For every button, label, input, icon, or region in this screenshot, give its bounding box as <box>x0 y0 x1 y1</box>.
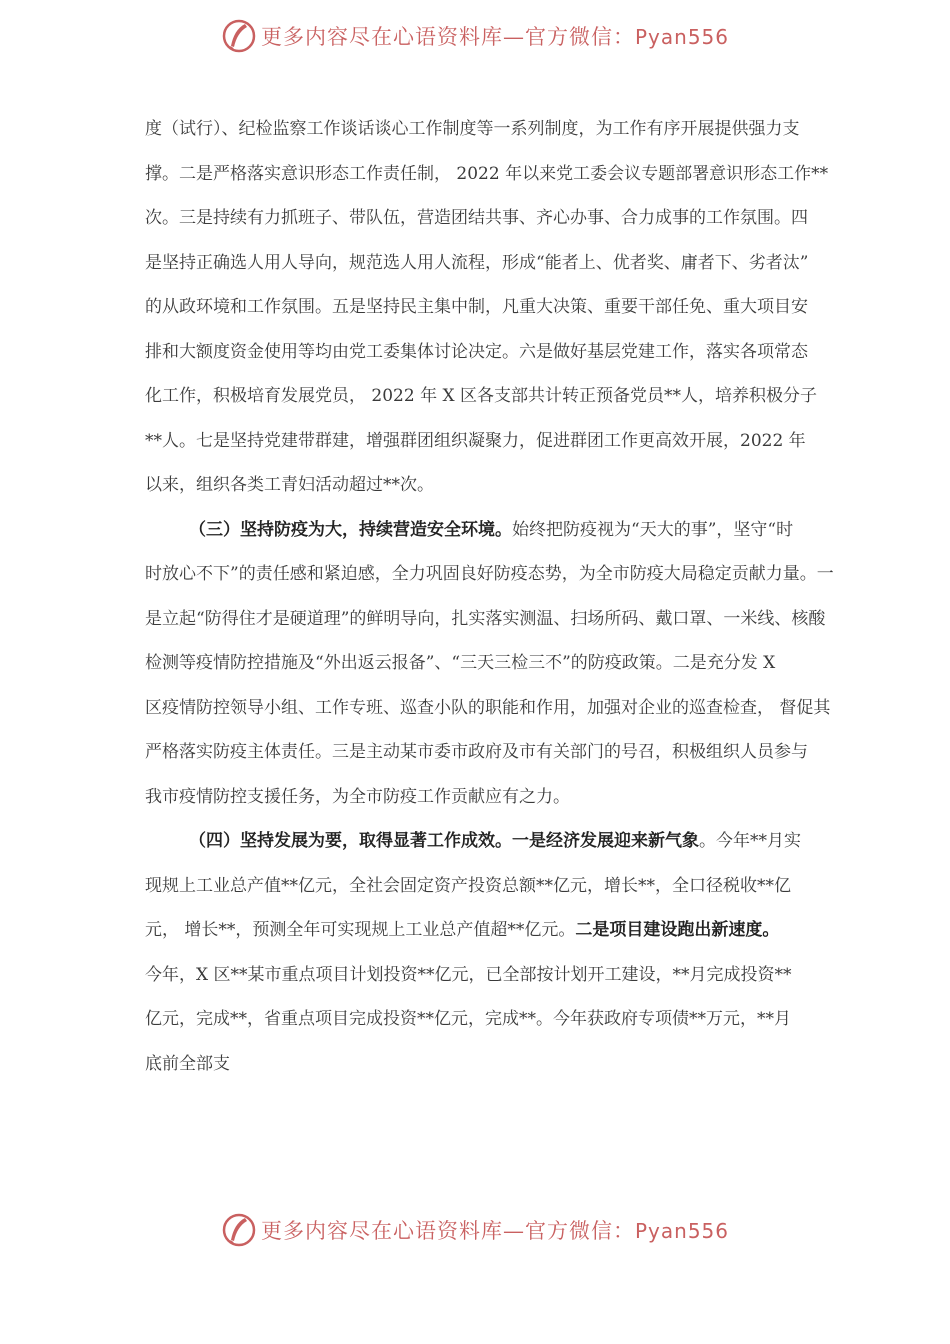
banner-text: 更多内容尽在心语资料库—官方微信：Pyan556 <box>260 25 729 49</box>
text-line <box>145 296 815 318</box>
body-text: 始终把防疫视为“天大的事”，坚守“时 <box>512 519 794 540</box>
body-text: 我市疫情防控支援任务，为全市防疫工作贡献应有之力。 <box>145 786 570 807</box>
quill-logo-icon <box>221 1212 257 1248</box>
text-line <box>145 430 815 452</box>
text-line <box>145 741 815 763</box>
body-text: 现规上工业总产值**亿元，全社会固定资产投资总额**亿元，增长**，全口径税收**亿 <box>145 875 791 896</box>
text-line <box>145 563 834 585</box>
bold-heading-text: （三）坚持防疫为大，持续营造安全环境。 <box>189 519 512 540</box>
footer-banner <box>0 1208 950 1252</box>
text-line <box>145 875 815 897</box>
text-line <box>145 163 829 185</box>
text-line <box>145 385 815 407</box>
text-line <box>145 252 815 274</box>
body-text: **人。七是坚持党建带群建，增强群团组织凝聚力，促进群团工作更高效开展，2022 年 <box>145 430 806 451</box>
body-text: 排和大额度资金使用等均由党工委集体讨论决定。六是做好基层党建工作，落实各项常态 <box>145 341 808 362</box>
text-line <box>145 519 815 541</box>
body-text: 检测等疫情防控措施及“外出返云报备”、“三天三检三不”的防疫政策。二是充分发 X <box>145 653 776 673</box>
text-line <box>145 474 815 496</box>
text-line <box>145 697 831 719</box>
paragraph <box>145 118 829 496</box>
text-line <box>145 964 815 986</box>
document-body <box>145 118 834 1097</box>
body-text: 时放心不下”的责任感和紧迫感，全力巩固良好防疫态势，为全市防疫大局稳定贡献力量。一 <box>145 564 834 584</box>
text-line <box>145 608 826 630</box>
text-line <box>145 919 815 941</box>
paragraph <box>145 519 834 808</box>
bold-heading-text: （四）坚持发展为要，取得显著工作成效。一是经济发展迎来新气象 <box>189 831 699 851</box>
text-line <box>145 207 815 229</box>
body-text: 元， 增长**，预测全年可实现规上工业总产值超**亿元。 <box>145 920 576 940</box>
text-line <box>145 830 815 852</box>
body-text: 今年，X 区**某市重点项目计划投资**亿元，已全部按计划开工建设，**月完成投资** <box>145 964 792 985</box>
text-line <box>145 118 815 140</box>
body-text: 的从政环境和工作氛围。五是坚持民主集中制，凡重大决策、重要干部任免、重大项目安 <box>145 297 808 317</box>
body-text: 次。三是持续有力抓班子、带队伍，营造团结共事、齐心办事、合力成事的工作氛围。四 <box>145 208 808 228</box>
body-text: 亿元，完成**，省重点项目完成投资**亿元，完成**。今年获政府专项债**万元，**月 <box>145 1009 791 1029</box>
text-line <box>145 341 815 363</box>
body-text: 是坚持正确选人用人导向，规范选人用人流程，形成“能者上、优者奖、庸者下、劣者汰” <box>145 252 809 273</box>
body-text: 撑。二是严格落实意识形态工作责任制， 2022 年以来党工委会议专题部署意识形态工作** <box>145 163 829 184</box>
text-line <box>145 1053 815 1075</box>
body-text: 底前全部支 <box>145 1053 230 1074</box>
body-text: 。今年**月实 <box>699 831 801 851</box>
body-text: 化工作，积极培育发展党员， 2022 年 X 区各支部共计转正预备党员**人，培养积极分子 <box>145 386 817 406</box>
body-text: 严格落实防疫主体责任。三是主动某市委市政府及市有关部门的号召，积极组织人员参与 <box>145 742 808 762</box>
body-text: 是立起“防得住才是硬道理”的鲜明导向，扎实落实测温、扫场所码、戴口罩、一米线、核酸 <box>145 608 826 629</box>
quill-logo-icon <box>221 18 257 54</box>
wechat-id: Pyan556 <box>634 25 729 49</box>
body-text: 区疫情防控领导小组、工作专班、巡查小队的职能和作用，加强对企业的巡查检查， 督促其 <box>145 697 831 718</box>
body-text: 以来，组织各类工青妇活动超过**次。 <box>145 475 434 495</box>
bold-heading-text: 二是项目建设跑出新速度。 <box>575 920 780 940</box>
wechat-id: Pyan556 <box>634 1219 729 1243</box>
banner-text: 更多内容尽在心语资料库—官方微信：Pyan556 <box>260 1219 729 1243</box>
paragraph <box>145 830 815 1075</box>
header-banner <box>0 14 950 58</box>
text-line <box>145 1008 815 1030</box>
body-text: 度（试行）、纪检监察工作谈话谈心工作制度等一系列制度，为工作有序开展提供强力支 <box>145 119 800 139</box>
text-line <box>145 652 815 674</box>
text-line <box>145 786 815 808</box>
